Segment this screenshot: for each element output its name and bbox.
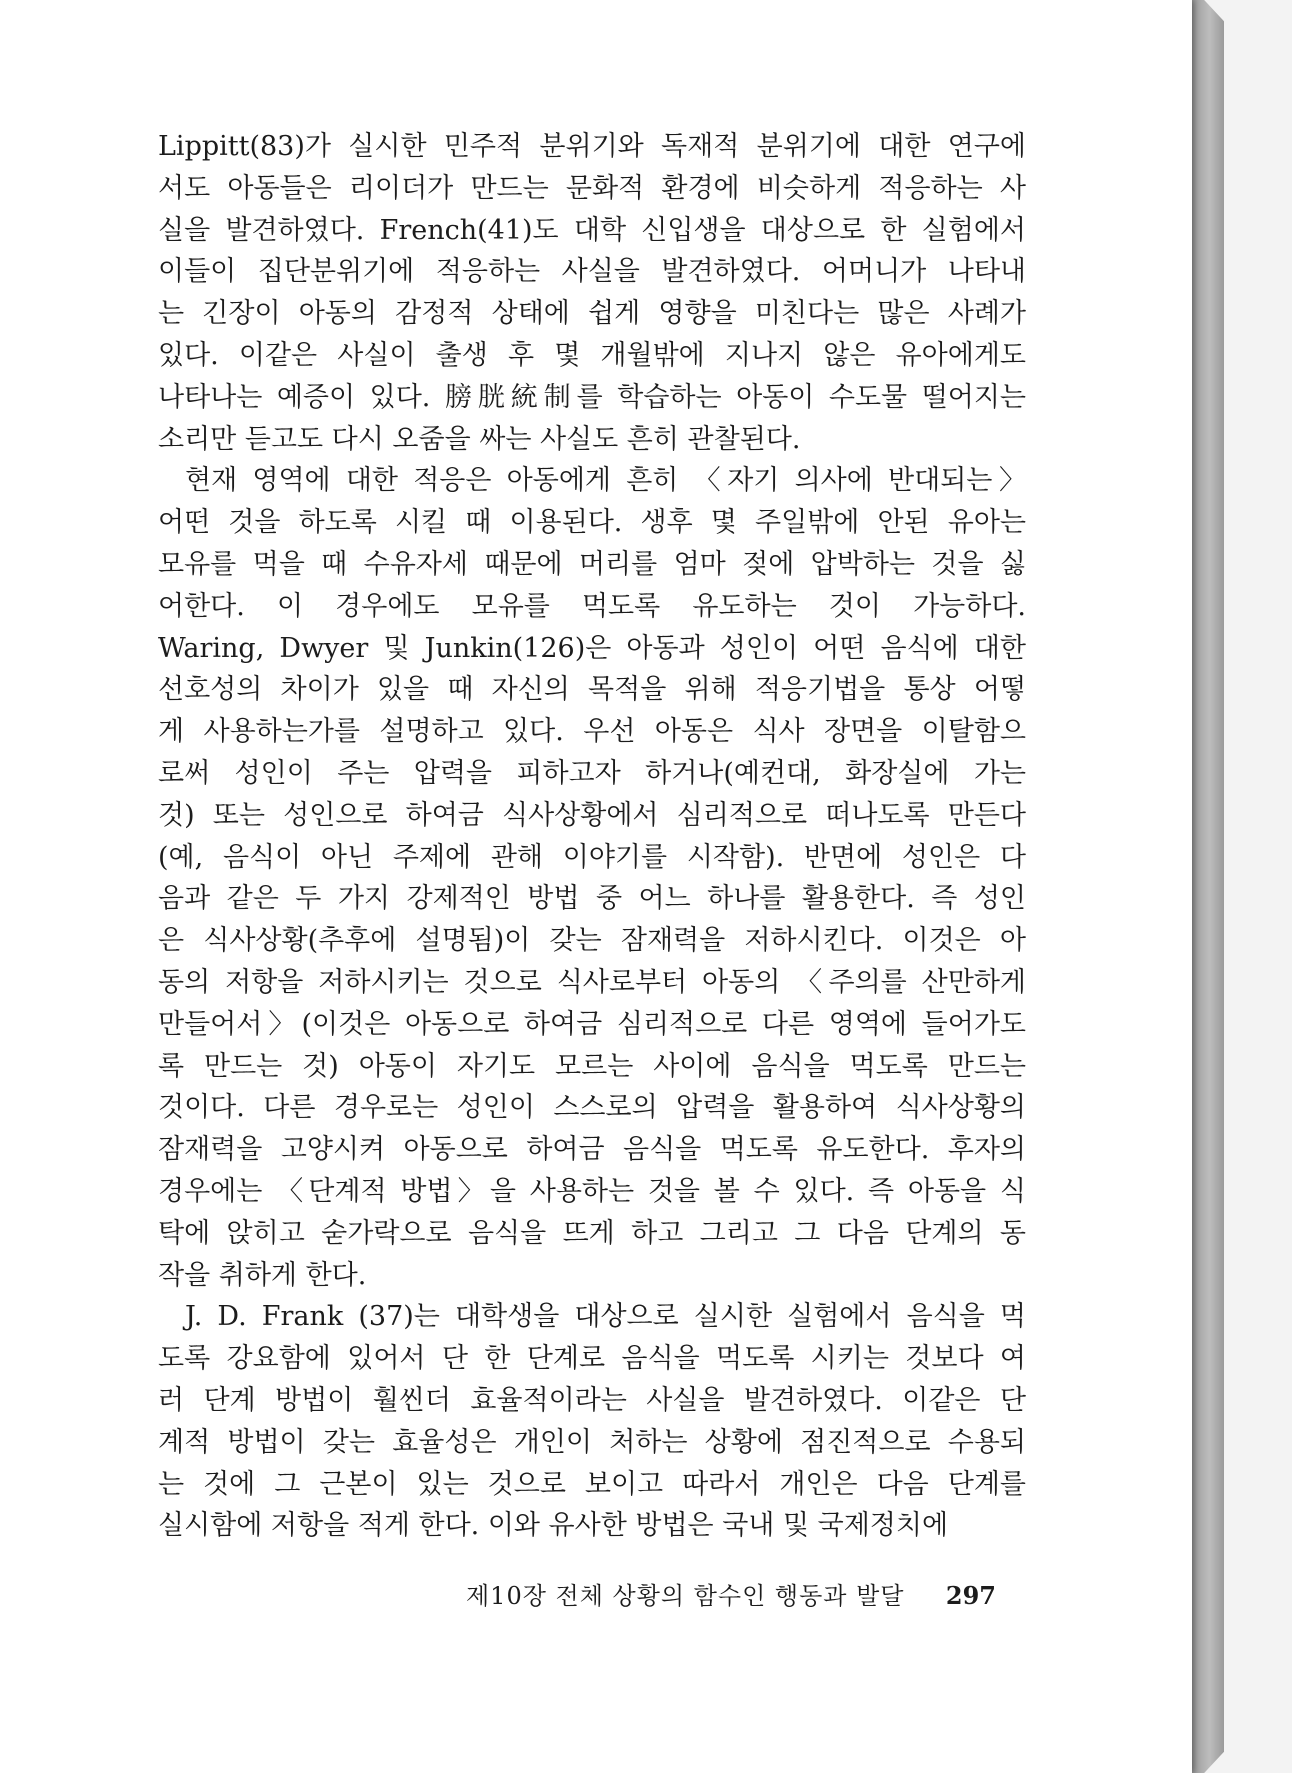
running-footer-chapter-title: 제10장 전체 상황의 함수인 행동과 발달 [466, 1582, 905, 1610]
text-line: 만들어서〉(이것은 아동으로 하여금 심리적으로 다른 영역에 들어가도 [158, 1008, 1026, 1040]
text-line: 서도 아동들은 리이더가 만드는 문화적 환경에 비슷하게 적응하는 사 [158, 172, 1026, 204]
text-line: 실시함에 저항을 적게 한다. 이와 유사한 방법은 국내 및 국제정치에 [158, 1510, 949, 1542]
text-line: 선호성의 차이가 있을 때 자신의 목적을 위해 적응기법을 통상 어떻 [158, 674, 1026, 706]
text-line: 것) 또는 성인으로 하여금 식사상황에서 심리적으로 떠나도록 만든다 [158, 799, 1026, 831]
text-line: 는 긴장이 아동의 감정적 상태에 쉽게 영향을 미친다는 많은 사례가 [158, 298, 1026, 330]
text-line: 있다. 이같은 사실이 출생 후 몇 개월밖에 지나지 않은 유아에게도 [158, 339, 1026, 371]
text-line: 실을 발견하였다. French(41)도 대학 신입생을 대상으로 한 실험에서 [158, 214, 1026, 246]
text-line: 잠재력을 고양시켜 아동으로 하여금 음식을 먹도록 유도한다. 후자의 [158, 1134, 1026, 1166]
text-line: 은 식사상황(추후에 설명됨)이 갖는 잠재력을 저하시킨다. 이것은 아 [158, 925, 1026, 957]
text-line: 계적 방법이 갖는 효율성은 개인이 처하는 상황에 점진적으로 수용되 [158, 1426, 1026, 1458]
text-line: Lippitt(83)가 실시한 민주적 분위기와 독재적 분위기에 대한 연구에 [158, 131, 1026, 162]
text-line: 탁에 앉히고 숟가락으로 음식을 뜨게 하고 그리고 그 다음 단계의 동 [158, 1217, 1026, 1249]
page-number: 297 [945, 1581, 996, 1610]
text-line: 게 사용하는가를 설명하고 있다. 우선 아동은 식사 장면을 이탈함으 [158, 716, 1026, 748]
body-text [158, 126, 1026, 1547]
text-line: (예, 음식이 아닌 주제에 관해 이야기를 시작함). 반면에 성인은 다 [158, 841, 1026, 873]
text-line: 이들이 집단분위기에 적응하는 사실을 발견하였다. 어머니가 나타내 [158, 256, 1026, 288]
text-line: J. D. Frank (37)는 대학생을 대상으로 실시한 실험에서 음식을 먹 [185, 1301, 1026, 1333]
text-line: 것이다. 다른 경우로는 성인이 스스로의 압력을 활용하여 식사상황의 [158, 1092, 1026, 1124]
text-line: Waring, Dwyer 및 Junkin(126)은 아동과 성인이 어떤 음식에 대한 [158, 632, 1026, 664]
paragraph [158, 1296, 1026, 1547]
text-line: 작을 취하게 한다. [158, 1259, 367, 1291]
text-line: 어떤 것을 하도록 시킬 때 이용된다. 생후 몇 주일밖에 안된 유아는 [158, 507, 1026, 539]
text-line: 동의 저항을 저하시키는 것으로 식사로부터 아동의 〈주의를 산만하게 [158, 966, 1026, 998]
text-line: 는 것에 그 근본이 있는 것으로 보이고 따라서 개인은 다음 단계를 [158, 1468, 1026, 1500]
text-line: 어한다. 이 경우에도 모유를 먹도록 유도하는 것이 가능하다. [158, 590, 1026, 622]
page-footer [466, 1576, 996, 1611]
text-line: 음과 같은 두 가지 강제적인 방법 중 어느 하나를 활용한다. 즉 성인 [158, 883, 1026, 915]
paragraph [158, 460, 1026, 1296]
text-line: 러 단계 방법이 훨씬더 효율적이라는 사실을 발견하였다. 이같은 단 [158, 1384, 1026, 1416]
paragraph [158, 126, 1026, 460]
text-line: 록 만드는 것) 아동이 자기도 모르는 사이에 음식을 먹도록 만드는 [158, 1050, 1026, 1082]
text-line: 도록 강요함에 있어서 단 한 단계로 음식을 먹도록 시키는 것보다 여 [158, 1343, 1026, 1375]
book-page-edge [1188, 0, 1224, 1773]
text-line: 소리만 듣고도 다시 오줌을 싸는 사실도 흔히 관찰된다. [158, 423, 801, 455]
text-line: 모유를 먹을 때 수유자세 때문에 머리를 엄마 젖에 압박하는 것을 싫 [158, 548, 1026, 580]
text-line: 로써 성인이 주는 압력을 피하고자 하거나(예컨대, 화장실에 가는 [158, 757, 1026, 789]
text-line: 나타나는 예증이 있다. 膀胱統制를 학습하는 아동이 수도물 떨어지는 [158, 381, 1026, 413]
text-line: 경우에는 〈단계적 방법〉을 사용하는 것을 볼 수 있다. 즉 아동을 식 [158, 1175, 1026, 1207]
text-line: 현재 영역에 대한 적응은 아동에게 흔히 〈자기 의사에 반대되는〉 [185, 465, 1026, 497]
